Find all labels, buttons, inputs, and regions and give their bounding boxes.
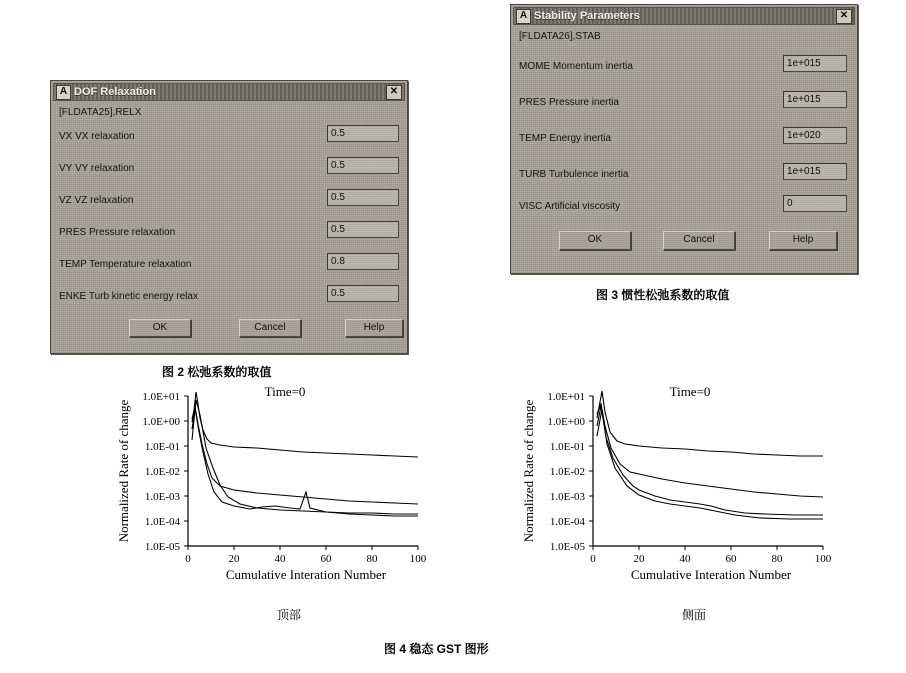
x-tick-0: 0: [185, 553, 191, 565]
chart-side-svg: [515, 382, 845, 597]
dof-relaxation-titlebar[interactable]: [53, 83, 405, 101]
pressure-inertia-field[interactable]: 1e+015: [783, 91, 847, 108]
y-tick-6: 1.0E-05: [144, 541, 180, 553]
vy-relaxation-field[interactable]: 0.5: [327, 157, 399, 174]
stability-parameters-dialog: [510, 4, 858, 274]
system-menu-icon[interactable]: A: [516, 9, 531, 24]
row-label-turb: TURB Turbulence inertia: [519, 169, 629, 180]
dialog-title: DOF Relaxation: [74, 86, 156, 98]
y-tick-4: 1.0E-03: [144, 491, 180, 503]
figure-2-caption: 图 2 松弛系数的取值: [162, 365, 272, 379]
system-menu-icon[interactable]: A: [56, 85, 71, 100]
close-icon[interactable]: ✕: [836, 9, 852, 24]
y-tick-3: 1.0E-02: [549, 466, 585, 478]
y-tick-3: 1.0E-02: [144, 466, 180, 478]
y-tick-1: 1.0E+00: [142, 416, 180, 428]
y-axis-title: Normalized Rate of change: [521, 399, 536, 543]
figure-4-caption: 图 4 稳态 GST 图形: [384, 642, 489, 656]
y-tick-5: 1.0E-04: [144, 516, 180, 528]
row-label-vx: VX VX relaxation: [59, 131, 135, 142]
chart-top-svg: [110, 382, 440, 597]
row-label-mome: MOME Momentum inertia: [519, 61, 633, 72]
y-tick-4: 1.0E-03: [549, 491, 585, 503]
x-tick-3: 60: [725, 553, 737, 565]
x-tick-5: 100: [409, 553, 427, 565]
section-label: [FLDATA25],RELX: [59, 107, 142, 118]
energy-inertia-field[interactable]: 1e+020: [783, 127, 847, 144]
dof-relaxation-dialog: [50, 80, 408, 354]
section-label: [FLDATA26],STAB: [519, 31, 601, 42]
help-button[interactable]: Help: [345, 319, 403, 337]
temperature-relaxation-field[interactable]: 0.8: [327, 253, 399, 270]
row-label-temp: TEMP Temperature relaxation: [59, 259, 192, 270]
chart-right-sublabel: 侧面: [682, 608, 707, 622]
row-label-visc: VISC Artificial viscosity: [519, 201, 621, 212]
ok-button[interactable]: OK: [559, 231, 631, 250]
chart-title: Time=0: [264, 384, 306, 399]
series-curve-3: [597, 406, 823, 515]
turb-kinetic-energy-relax-field[interactable]: 0.5: [327, 285, 399, 302]
help-button[interactable]: Help: [769, 231, 837, 250]
close-icon[interactable]: ✕: [386, 85, 402, 100]
y-tick-1: 1.0E+00: [547, 416, 585, 428]
y-axis-title: Normalized Rate of change: [116, 399, 131, 543]
y-tick-6: 1.0E-05: [549, 541, 585, 553]
chart-axes: [184, 396, 418, 550]
chart-title: Time=0: [669, 384, 711, 399]
x-tick-0: 0: [590, 553, 596, 565]
vz-relaxation-field[interactable]: 0.5: [327, 189, 399, 206]
x-tick-2: 40: [679, 553, 691, 565]
chart-axes: [589, 396, 823, 550]
stability-parameters-titlebar[interactable]: [513, 7, 855, 25]
series-curve-3: [192, 408, 418, 516]
vx-relaxation-field[interactable]: 0.5: [327, 125, 399, 142]
row-label-pres: PRES Pressure relaxation: [59, 227, 176, 238]
series-curve-1: [597, 391, 823, 456]
y-tick-2: 1.0E-01: [549, 441, 585, 453]
row-label-vy: VY VY relaxation: [59, 163, 135, 174]
x-axis-title: Cumulative Interation Number: [630, 567, 792, 582]
scan-noise: [51, 81, 407, 353]
dialog-title: Stability Parameters: [534, 10, 640, 22]
cancel-button[interactable]: Cancel: [239, 319, 301, 337]
row-label-temp: TEMP Energy inertia: [519, 133, 612, 144]
x-tick-1: 20: [633, 553, 645, 565]
chart-series: [192, 392, 418, 516]
momentum-inertia-field[interactable]: 1e+015: [783, 55, 847, 72]
x-tick-1: 20: [228, 553, 240, 565]
turbulence-inertia-field[interactable]: 1e+015: [783, 163, 847, 180]
x-axis-title: Cumulative Interation Number: [225, 567, 387, 582]
series-curve-1: [192, 392, 418, 457]
series-curve-4: [597, 409, 823, 519]
y-tick-0: 1.0E+01: [547, 391, 585, 403]
x-tick-4: 80: [366, 553, 378, 565]
row-label-pres: PRES Pressure inertia: [519, 97, 620, 108]
cancel-button[interactable]: Cancel: [663, 231, 735, 250]
chart-side: [515, 382, 845, 597]
x-tick-2: 40: [274, 553, 286, 565]
artificial-viscosity-field[interactable]: 0: [783, 195, 847, 212]
chart-top: [110, 382, 440, 597]
row-label-vz: VZ VZ relaxation: [59, 195, 134, 206]
pressure-relaxation-field[interactable]: 0.5: [327, 221, 399, 238]
x-tick-4: 80: [771, 553, 783, 565]
row-label-enke: ENKE Turb kinetic energy relax: [59, 291, 198, 302]
y-tick-2: 1.0E-01: [144, 441, 180, 453]
y-tick-5: 1.0E-04: [549, 516, 585, 528]
figure-3-caption: 图 3 惯性松弛系数的取值: [596, 288, 730, 302]
chart-series: [597, 391, 823, 519]
ok-button[interactable]: OK: [129, 319, 191, 337]
chart-left-sublabel: 顶部: [277, 608, 302, 622]
x-tick-5: 100: [814, 553, 832, 565]
x-tick-3: 60: [320, 553, 332, 565]
y-tick-0: 1.0E+01: [142, 391, 180, 403]
